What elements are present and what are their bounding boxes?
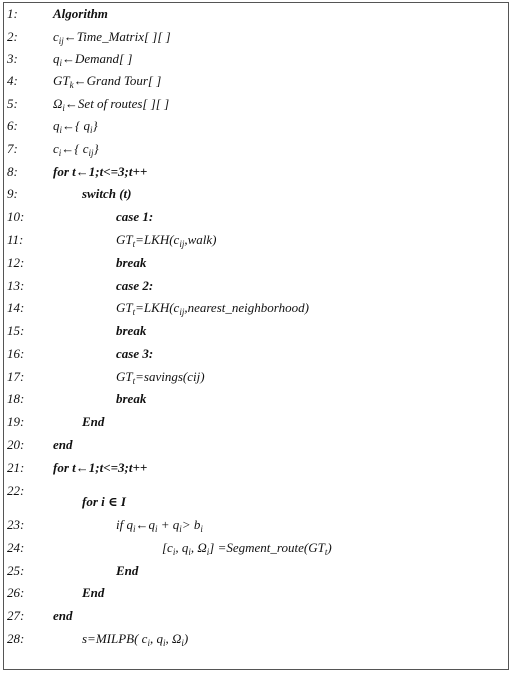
line-code: case 1: — [116, 209, 154, 224]
subscript: i — [188, 547, 191, 557]
line-code: $GT_k\leftarrow Grand$ Tour[ ] — [53, 73, 162, 90]
line-code: case 3: — [116, 346, 154, 361]
line-number: 26: — [7, 585, 25, 600]
line-number: 17: — [7, 369, 25, 384]
line-number: 15: — [7, 323, 25, 338]
line-code: case 2: — [116, 278, 154, 293]
subscript: t — [324, 547, 328, 557]
subscript: t — [132, 376, 136, 386]
line-code: break — [116, 255, 147, 270]
line-number: 3: — [7, 51, 18, 66]
line-number: 14: — [7, 300, 25, 315]
line-number: 16: — [7, 346, 25, 361]
subscript: ij — [88, 148, 94, 158]
subscript: i — [179, 524, 182, 534]
subscript: i — [59, 58, 63, 68]
line-code: switch (t) — [82, 186, 132, 201]
line-code: for t←1;t<=3;t++ — [53, 164, 148, 179]
line-number: 21: — [7, 460, 25, 475]
line-number: 25: — [7, 563, 25, 578]
line-number: 10: — [7, 209, 25, 224]
line-number: 19: — [7, 414, 25, 429]
line-number: 28: — [7, 631, 25, 646]
subscript: i — [59, 125, 63, 135]
subscript: i — [200, 524, 203, 534]
line-number: 24: — [7, 540, 25, 555]
line-code: End — [82, 414, 105, 429]
line-code: $c_i\leftarrow${ $c_{ij}$} — [53, 141, 99, 158]
line-code: $GT_t=LKH(c_{ij},walk)$ — [116, 232, 217, 249]
subscript: ij — [179, 307, 185, 317]
line-number: 5: — [7, 96, 18, 111]
line-code: $GT_t=LKH(c_{ij},nearest\_neighborhood)$ — [116, 300, 309, 317]
subscript: i — [58, 148, 62, 158]
line-code: end — [53, 437, 73, 452]
line-code: End — [116, 563, 139, 578]
line-number: 9: — [7, 186, 18, 201]
line-code: break — [116, 323, 147, 338]
line-number: 8: — [7, 164, 18, 179]
line-code: end — [53, 608, 73, 623]
subscript: i — [62, 103, 65, 113]
line-number: 12: — [7, 255, 25, 270]
line-code: $q_i\leftarrow Demand$[ ] — [53, 51, 133, 68]
subscript: k — [69, 80, 74, 90]
line-number: 11: — [7, 232, 24, 247]
line-code: $GT_t=savings(cij)$ — [116, 369, 205, 386]
subscript: t — [132, 239, 136, 249]
subscript: i — [89, 125, 93, 135]
line-number: 27: — [7, 608, 25, 623]
line-code: [$c_i$, $q_i$, $\Omega_i$] $=Segment\_route(GT_t)$ — [162, 540, 332, 557]
line-number: 22: — [7, 483, 25, 498]
line-number: 1: — [7, 6, 18, 21]
line-code: for i ∈ I — [82, 494, 126, 509]
line-code: break — [116, 391, 147, 406]
line-code: $\Omega_i\leftarrow Set$ of routes[ ][ ] — [53, 96, 170, 113]
subscript: i — [206, 547, 210, 557]
subscript: i — [162, 638, 166, 648]
line-code: Algorithm — [53, 6, 108, 21]
subscript: ij — [58, 36, 64, 46]
subscript: i — [155, 524, 158, 534]
subscript: i — [172, 547, 176, 557]
subscript: i — [132, 524, 136, 534]
line-code: End — [82, 585, 105, 600]
line-number: 13: — [7, 278, 25, 293]
line-number: 18: — [7, 391, 25, 406]
line-code: $c_{ij}\leftarrow Time\_Matrix$[ ][ ] — [53, 29, 171, 46]
subscript: i — [181, 638, 184, 648]
subscript: ij — [179, 239, 185, 249]
line-code: if $q_i\leftarrow q_i + q_i> b_i$ — [116, 517, 203, 534]
subscript: t — [132, 307, 136, 317]
line-number: 20: — [7, 437, 25, 452]
line-code: for t←1;t<=3;t++ — [53, 460, 148, 475]
line-number: 4: — [7, 73, 18, 88]
line-code: $q_i\leftarrow${ $q_i$} — [53, 118, 98, 135]
line-number: 6: — [7, 118, 18, 133]
subscript: i — [147, 638, 150, 648]
line-number: 7: — [7, 141, 18, 156]
line-number: 23: — [7, 517, 25, 532]
line-number: 2: — [7, 29, 18, 44]
line-code: s=MILPB( $c_i$, $q_i$, $\Omega_i$) — [82, 631, 189, 648]
